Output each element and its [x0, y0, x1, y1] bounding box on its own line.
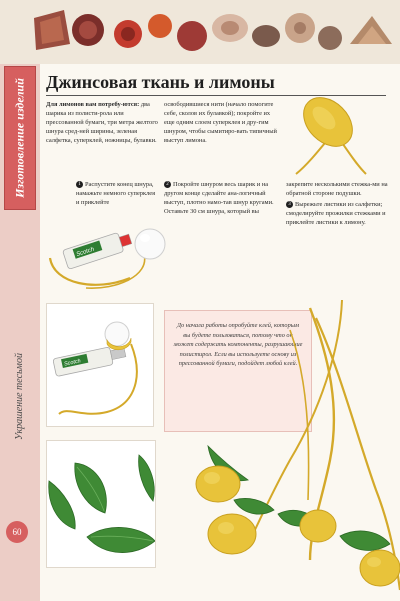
step-2-photo: [46, 303, 154, 427]
page-number: 60: [6, 521, 28, 543]
step-3-paragraph: [286, 200, 392, 227]
step-2-paragraph: [164, 180, 280, 216]
glue-and-ball-image: [46, 188, 162, 296]
continuation-paragraph: освободившиеся нити (начало помогите себе, сколов их булавкой); покройте их еще одним слоем суперклея и дру-гим шнуром, чтобы сымитиро-вать типичный выступ лимона.: [164, 101, 277, 144]
step-3-text: Вырежьте листики из салфетки; смоделируйте прожилки стежками и приклейте листики к лимону.: [286, 201, 386, 226]
green-leaves-image: [47, 441, 156, 568]
step-1-photo: [46, 188, 162, 296]
materials-paragraph: [46, 100, 160, 145]
glue-brand-label-2: Scotch: [63, 358, 82, 368]
step-2-text: Покройте шнуром весь шарик и на другом конце сделайте ана-логичный выступ, плотно намо-тав шнур кругами. Оставьте 30 см шнура, который вы: [164, 181, 274, 215]
footer-running-title: Украшение тесьмой: [14, 353, 25, 440]
finished-lemon-image: [276, 92, 392, 176]
lemon-photo-top: [276, 92, 392, 176]
step-1-text: Распустите конец шнура, намажьте немного суперклея и приклейте: [76, 181, 156, 206]
section-title-tab: [4, 66, 36, 210]
decorative-header-strip: [0, 0, 400, 64]
step-3-photo: [46, 440, 156, 568]
step-2-continuation: закрепите несколькими стежка-ми на обратной стороне подушки.: [286, 181, 388, 197]
tip-text: До начала работы опробуйте клей, которым вы будете пользоваться, потому что он может содержать компоненты, разрушающие полистирол. Если вы используете основу из прессованной бумаги, подойдет любой клей.: [173, 322, 303, 367]
wrapping-ball-image: [47, 304, 154, 427]
glue-brand-label: Scotch: [75, 246, 96, 259]
step-1-number: 1: [76, 181, 83, 188]
section-title: Изготовление изделий: [12, 78, 27, 198]
step-2-number: 2: [164, 181, 171, 188]
fabric-ornaments-image: [0, 0, 400, 64]
page-title: Джинсовая ткань и лимоны: [46, 72, 275, 92]
finished-lemons-image: [190, 300, 400, 601]
finished-lemons-photo: [190, 300, 400, 601]
materials-lead: Для лимонов вам потребу-ются:: [46, 101, 140, 108]
materials-text: два шарика из полисти-рола или прессованной бумаги, три метра желтого шнура сред-ней ширины, зеленая салфетка, суперклей, ножницы, булавки.: [46, 101, 158, 144]
step-3-number: 3: [286, 201, 293, 208]
